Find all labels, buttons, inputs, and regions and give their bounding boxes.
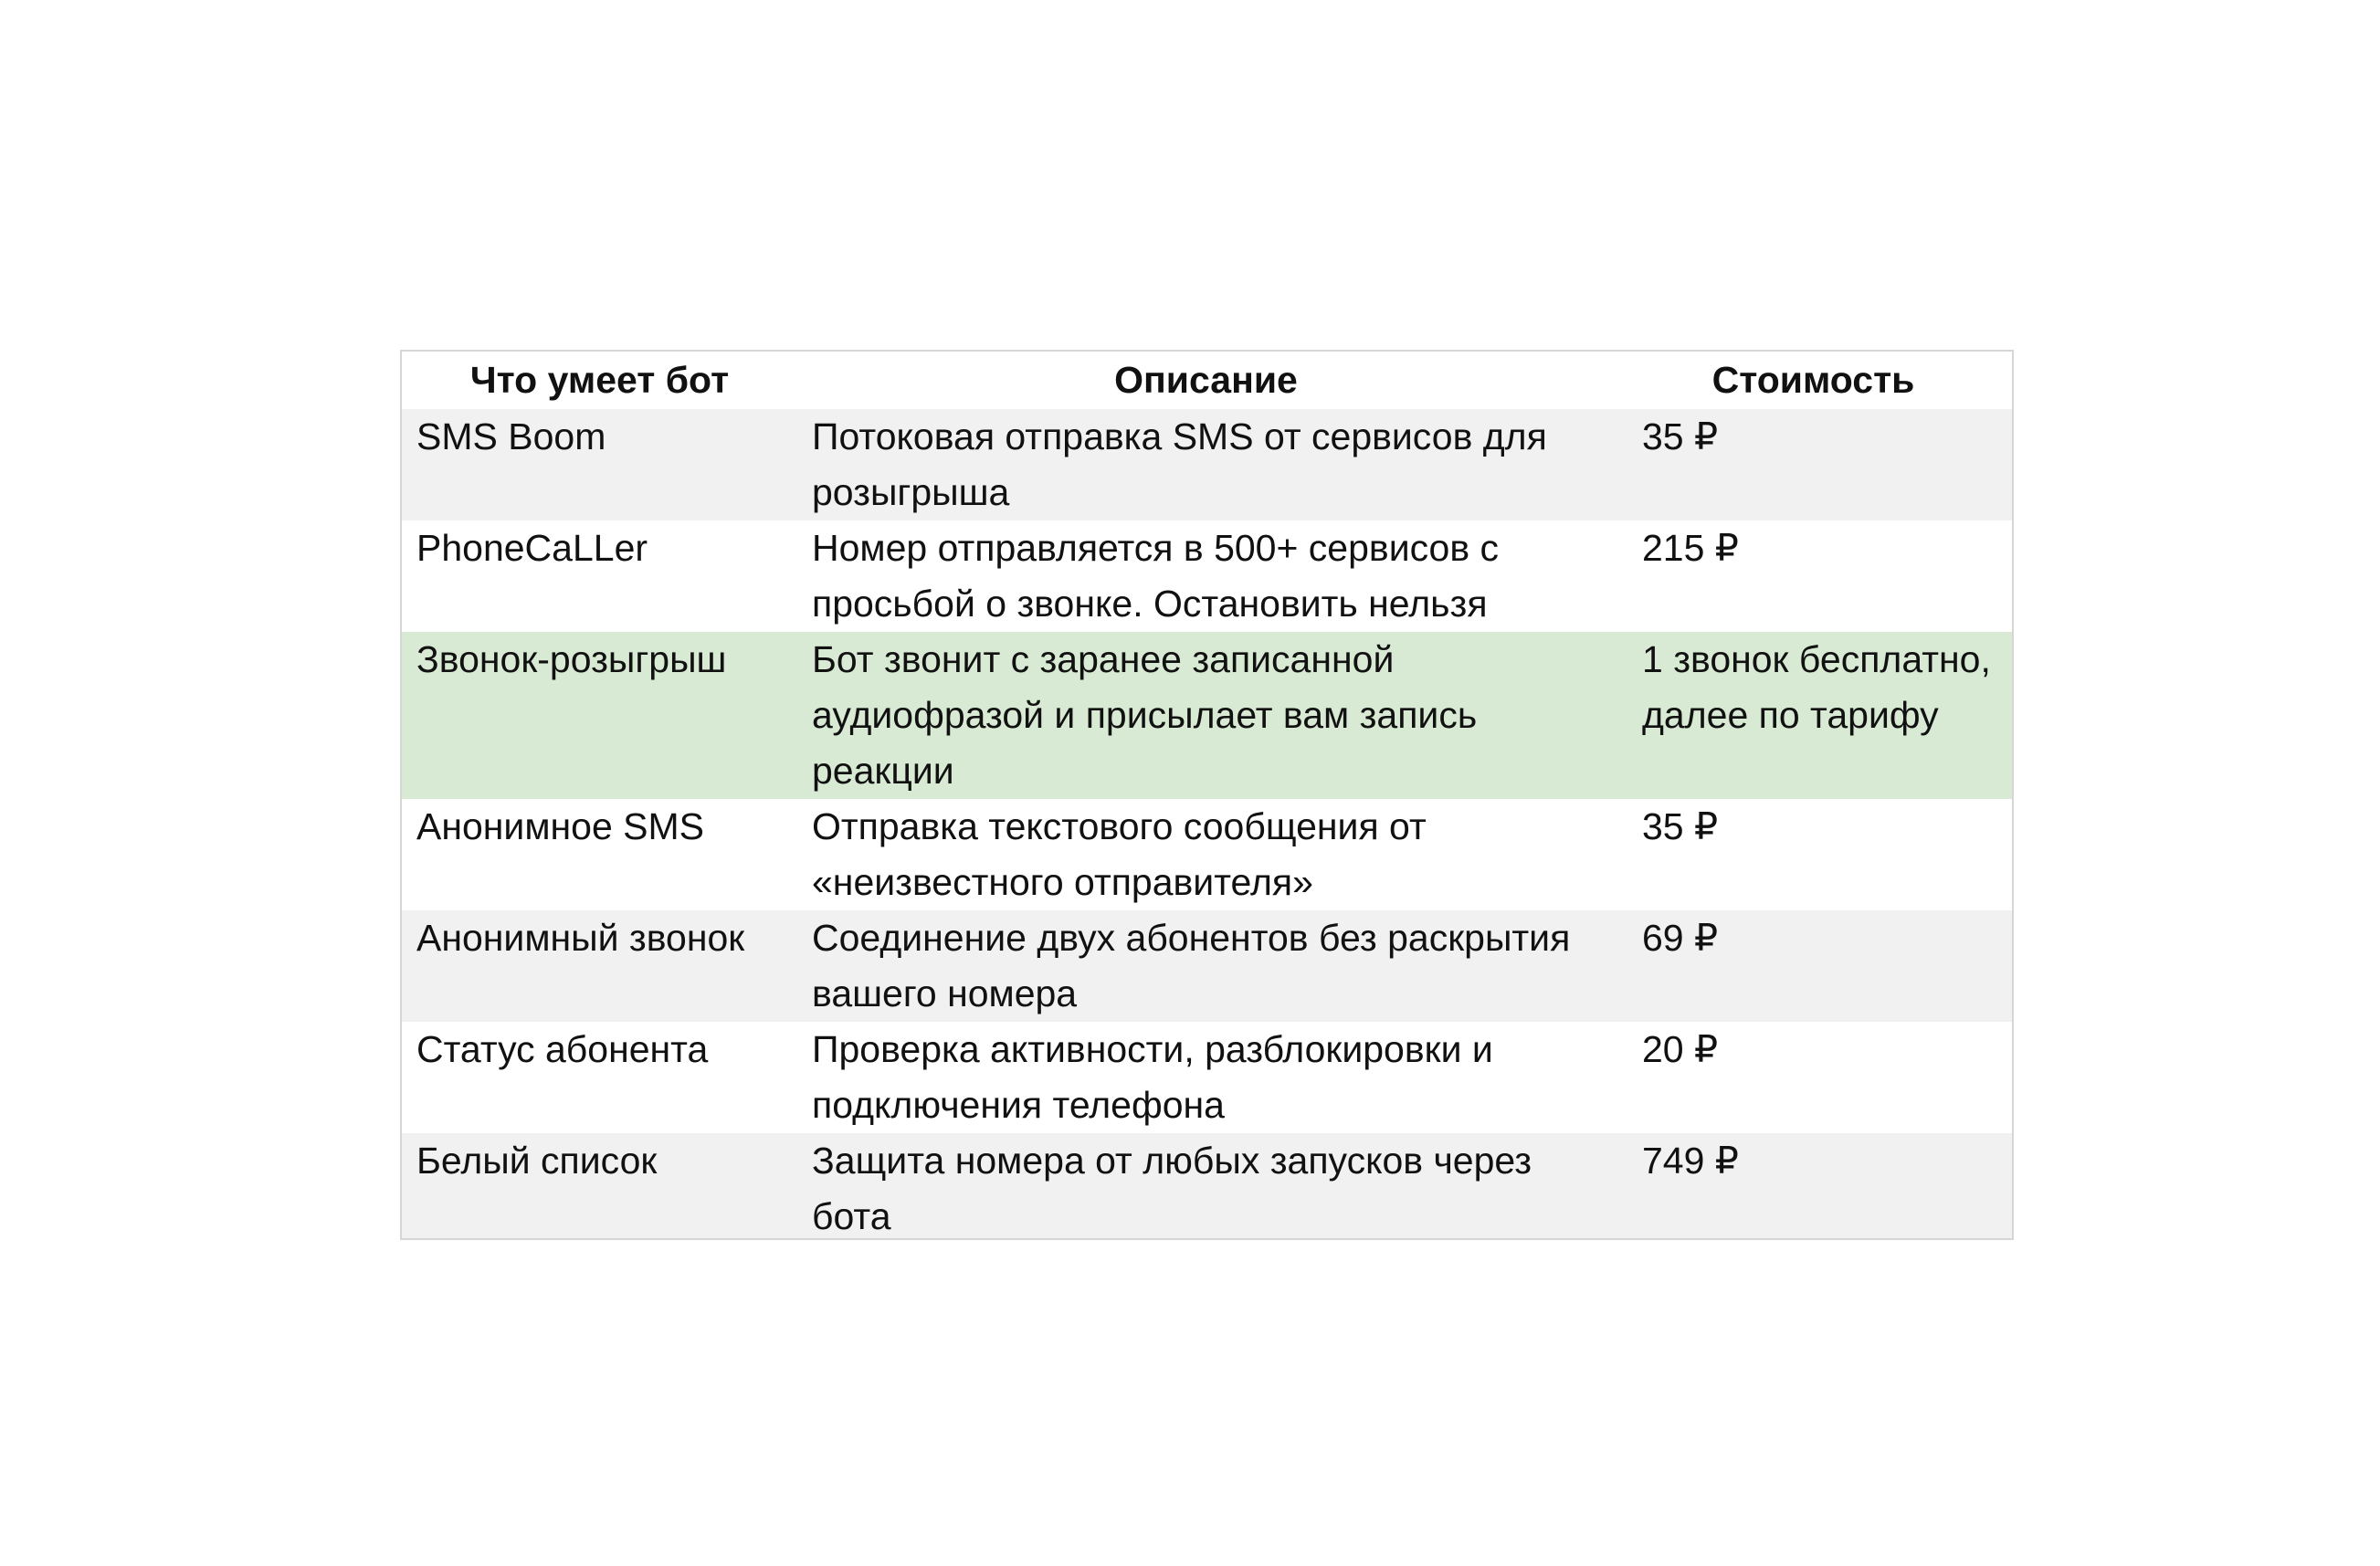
- header-row: [402, 352, 2012, 409]
- description-cell: Потоковая отправка SMS от сервисов для розыгрыша: [797, 409, 1615, 520]
- feature-cell: Звонок-розыгрыш: [402, 632, 797, 799]
- table-row: [402, 409, 2012, 520]
- pricing-table: [402, 352, 2012, 1240]
- description-cell: Защита номера от любых запусков через бота: [797, 1133, 1615, 1240]
- header-price: Стоимость: [1615, 352, 2012, 409]
- price-cell: 20 ₽: [1615, 1022, 2012, 1133]
- feature-cell: Анонимное SMS: [402, 799, 797, 910]
- price-cell: 35 ₽: [1615, 409, 2012, 520]
- table-row: [402, 1022, 2012, 1133]
- table-row: [402, 910, 2012, 1022]
- price-cell: 749 ₽: [1615, 1133, 2012, 1240]
- price-cell: 69 ₽: [1615, 910, 2012, 1022]
- feature-cell: Статус абонента: [402, 1022, 797, 1133]
- header-feature: Что умеет бот: [402, 352, 797, 409]
- description-cell: Соединение двух абонентов без раскрытия вашего номера: [797, 910, 1615, 1022]
- description-cell: Бот звонит с заранее записанной аудиофразой и присылает вам запись реакции: [797, 632, 1615, 799]
- price-cell: 215 ₽: [1615, 520, 2012, 632]
- table-header: [402, 352, 2012, 409]
- feature-cell: SMS Boom: [402, 409, 797, 520]
- description-cell: Отправка текстового сообщения от «неизвестного отправителя»: [797, 799, 1615, 910]
- header-description: Описание: [797, 352, 1615, 409]
- description-cell: Номер отправляется в 500+ сервисов с просьбой о звонке. Остановить нельзя: [797, 520, 1615, 632]
- feature-cell: Анонимный звонок: [402, 910, 797, 1022]
- description-cell: Проверка активности, разблокировки и подключения телефона: [797, 1022, 1615, 1133]
- feature-cell: PhoneCaLLer: [402, 520, 797, 632]
- feature-cell: Белый список: [402, 1133, 797, 1240]
- table-body: [402, 409, 2012, 1240]
- price-cell: 35 ₽: [1615, 799, 2012, 910]
- table-row: [402, 520, 2012, 632]
- price-cell: 1 звонок бесплатно, далее по тарифу: [1615, 632, 2012, 799]
- table-row-highlighted: [402, 632, 2012, 799]
- pricing-table-frame: [400, 350, 2014, 1240]
- table-row: [402, 799, 2012, 910]
- table-row: [402, 1133, 2012, 1240]
